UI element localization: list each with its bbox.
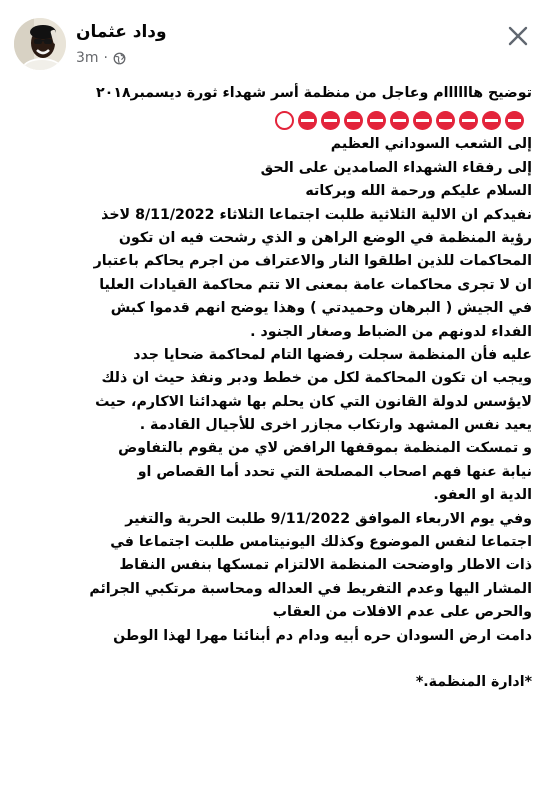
close-icon — [508, 26, 528, 46]
text-line: دامت ارض السودان حره أبيه ودام دم أبنائنا مهرا لهذا الوطن — [113, 627, 532, 644]
text-line: الدية او العفو. — [433, 487, 532, 504]
text-line: والحرص على عدم الافلات من العقاب — [272, 604, 532, 621]
text-line: ان لا تجرى محاكمات عامة بمعنى الا تتم محاكمة القيادات العليا — [99, 276, 532, 293]
no-entry-icon — [390, 111, 409, 130]
text-line: نفيدكم ان الالية الثلاثية طلبت اجتماعا الثلاثاء 8/11/2022 لاخذ — [101, 206, 532, 223]
text-line: في الجيش ( البرهان وحميدتي ) وهذا يوضح انهم قدموا كبش — [110, 300, 532, 317]
text-line: ويجب ان تكون المحاكمة لكل من خطط ودبر ونفذ حيث ان ذلك — [101, 370, 532, 387]
post-heading: توضيح هاااااام وعاجل من منظمة أسر شهداء ثورة ديسمبر٢٠١٨ — [96, 85, 532, 101]
text-line: وفي يوم الاربعاء الموافق 9/11/2022 طلبت الحرية والتغير — [125, 510, 532, 527]
text-line: المشار اليها وعدم التفريط في العداله ومحاسبة مرتكبي الجرائم — [89, 580, 532, 597]
no-entry-icon — [413, 111, 432, 130]
text-line: رؤية المنظمة في الوضع الراهن و الذي رشحت فيه ان تكون — [118, 229, 532, 246]
no-entry-icon — [436, 111, 455, 130]
no-entry-icon — [321, 111, 340, 130]
text-line: السلام عليكم ورحمة الله وبركاته — [305, 183, 532, 200]
post-timestamp[interactable]: 3m — [76, 50, 99, 66]
text-line: إلى رفقاء الشهداء الصامدين على الحق — [260, 159, 532, 176]
text-line: المحاكمات للذين اطلقوا النار والاعتراف من اجرم يحاكم باعتبار — [93, 253, 532, 270]
text-line: عليه فأن المنظمة سجلت رفضها التام لمحاكمة ضحايا جدد — [133, 346, 532, 363]
no-entry-icon — [367, 111, 386, 130]
no-entry-icon — [459, 111, 478, 130]
no-entry-icon — [482, 111, 501, 130]
post-text — [12, 82, 532, 695]
post-signature: *ادارة المنظمة.* — [415, 674, 532, 691]
avatar[interactable] — [14, 18, 66, 70]
no-entry-icon — [298, 111, 317, 130]
text-line: إلى الشعب السوداني العظيم — [330, 136, 532, 153]
close-button[interactable] — [500, 18, 536, 54]
hollow-red-circle-icon — [275, 111, 294, 130]
emoji-row — [12, 105, 532, 133]
text-line: ذات الاطار واوضحت المنظمة الالتزام تمسكها بنفس النقاط — [119, 557, 532, 574]
text-line: اجتماعا لنفس الموضوع وكذلك اليونيتامس طلبت اجتماعا في — [110, 534, 532, 551]
text-line: نيابة عنها فهم اصحاب المصلحة التي تحدد أما القصاص او — [137, 463, 532, 480]
no-entry-icon — [505, 111, 524, 130]
text-line: يعيد نفس المشهد وارتكاب مجازر اخرى للأجيال القادمة . — [139, 417, 532, 434]
no-entry-icon — [344, 111, 363, 130]
blank-line — [12, 648, 532, 671]
globe-icon — [113, 52, 126, 65]
meta-separator: · — [103, 50, 108, 66]
text-line: الفداء لدونهم من الضباط وصغار الجنود . — [250, 323, 532, 340]
text-line: لايؤسس لدولة القانون التي كان يحلم بها شهدائنا الاكارم، حيث — [95, 393, 532, 410]
text-line: و تمسكت المنظمة بموقفها الرافض لاي من يقوم بالتفاوض — [118, 440, 532, 457]
author-name[interactable]: وداد عثمان — [76, 22, 167, 42]
post-header — [0, 14, 545, 76]
avatar-photo — [14, 18, 66, 70]
post-meta — [76, 50, 126, 66]
